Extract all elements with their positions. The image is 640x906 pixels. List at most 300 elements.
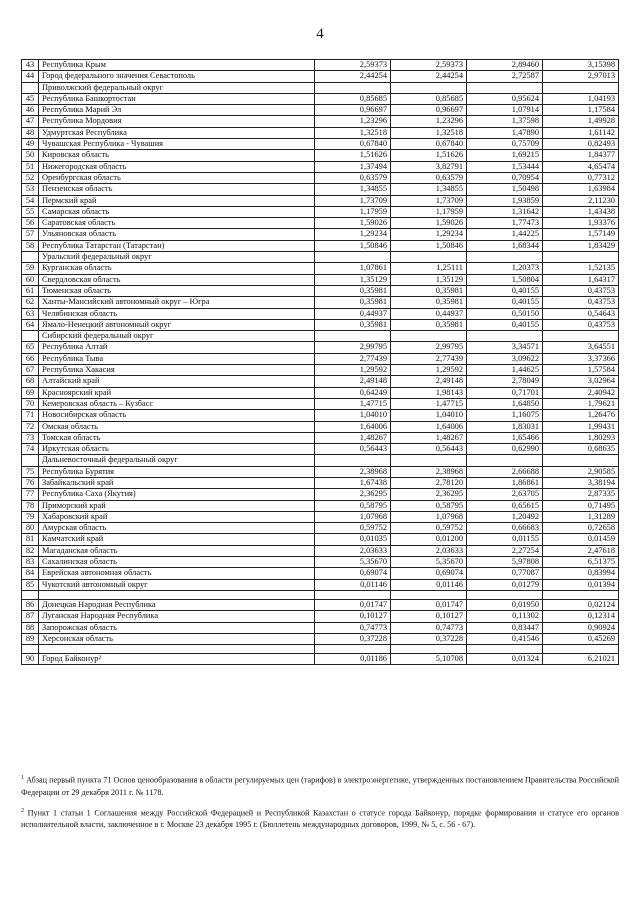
table-row xyxy=(22,195,619,206)
row-number: 44 xyxy=(22,71,39,82)
row-number: 56 xyxy=(22,218,39,229)
row-number: 64 xyxy=(22,319,39,330)
footnote-2-text: Пункт 1 статьи 1 Соглашения между Российской Федерацией и Республикой Казахстан о статусе города Байконур, порядке формирования и статусе его органов исполнительной власти, заключенное в г. Москве 23 декабря 1995 г. (Бюллетень международных договоров, 1999, № 5, с. 56 - 67). xyxy=(21,808,620,830)
table-row xyxy=(22,184,619,195)
row-number xyxy=(22,331,39,342)
section-title: Дальневосточный федеральный округ xyxy=(39,455,315,466)
region-name: Республика Тыва xyxy=(39,353,315,364)
region-name: Республика Алтай xyxy=(39,342,315,353)
row-number: 50 xyxy=(22,150,39,161)
region-name: Ульяновская область xyxy=(39,229,315,240)
region-name: Республика Саха (Якутия) xyxy=(39,489,315,500)
table-row xyxy=(22,599,619,610)
value-v3: 1,93859 xyxy=(467,195,543,206)
row-number: 86 xyxy=(22,599,39,610)
region-name: Республика Мордовия xyxy=(39,116,315,127)
row-number: 58 xyxy=(22,240,39,251)
value-v4: 2,40942 xyxy=(543,387,619,398)
row-number: 54 xyxy=(22,195,39,206)
value-v1: 0,64249 xyxy=(315,387,391,398)
table-row xyxy=(22,93,619,104)
table-row xyxy=(22,557,619,568)
region-name: Томская область xyxy=(39,432,315,443)
value-v1: 1,17959 xyxy=(315,206,391,217)
value-v4: 3,38194 xyxy=(543,477,619,488)
value-v1: 1,73709 xyxy=(315,195,391,206)
region-name: Свердловская область xyxy=(39,274,315,285)
region-name: Нижегородская область xyxy=(39,161,315,172)
value-v1: 1,67438 xyxy=(315,477,391,488)
value-v4: 1,43438 xyxy=(543,206,619,217)
value-v1: 1,51626 xyxy=(315,150,391,161)
row-number: 84 xyxy=(22,568,39,579)
table-row xyxy=(22,127,619,138)
table-row xyxy=(22,466,619,477)
table-row xyxy=(22,161,619,172)
section-row xyxy=(22,331,619,342)
value-v4: 1,80293 xyxy=(543,432,619,443)
value-v2: 2,38968 xyxy=(391,466,467,477)
value-v3: 2,78049 xyxy=(467,376,543,387)
value-v3: 0,40155 xyxy=(467,285,543,296)
value-v3: 1,69215 xyxy=(467,150,543,161)
value-v2: 1,73709 xyxy=(391,195,467,206)
value-v3: 0,41546 xyxy=(467,633,543,644)
section-row xyxy=(22,252,619,263)
value-cell xyxy=(391,331,467,342)
table-row xyxy=(22,285,619,296)
region-name: Чувашская Республика - Чувашия xyxy=(39,139,315,150)
region-name: Город федерального значения Севастополь xyxy=(39,71,315,82)
value-cell xyxy=(543,82,619,93)
value-v1: 1,04010 xyxy=(315,410,391,421)
spacer-row xyxy=(22,590,619,599)
footnote-1-mark: 1 xyxy=(21,775,24,781)
value-v2: 0,01200 xyxy=(391,534,467,545)
empty-cell xyxy=(391,645,467,654)
row-number: 57 xyxy=(22,229,39,240)
region-name: Амурская область xyxy=(39,523,315,534)
region-name: Красноярский край xyxy=(39,387,315,398)
value-v3: 0,11302 xyxy=(467,611,543,622)
value-v3: 0,71701 xyxy=(467,387,543,398)
value-v2: 1,34855 xyxy=(391,184,467,195)
row-number: 90 xyxy=(22,654,39,665)
value-v3: 0,50150 xyxy=(467,308,543,319)
value-v4: 2,97013 xyxy=(543,71,619,82)
value-v2: 0,35981 xyxy=(391,285,467,296)
table-row xyxy=(22,60,619,71)
row-number: 87 xyxy=(22,611,39,622)
value-v1: 0,44937 xyxy=(315,308,391,319)
table-row xyxy=(22,477,619,488)
value-v2: 2,78120 xyxy=(391,477,467,488)
table-row xyxy=(22,297,619,308)
value-v2: 1,25111 xyxy=(391,263,467,274)
value-v4: 1,61142 xyxy=(543,127,619,138)
region-name: Луганская Народная Республика xyxy=(39,611,315,622)
value-v3: 2,72587 xyxy=(467,71,543,82)
value-v4: 1,83429 xyxy=(543,240,619,251)
value-v2: 2,36295 xyxy=(391,489,467,500)
section-title: Сибирский федеральный округ xyxy=(39,331,315,342)
region-name: Чукотский автономный округ xyxy=(39,579,315,590)
region-name: Челябинская область xyxy=(39,308,315,319)
row-number: 66 xyxy=(22,353,39,364)
value-v1: 0,01186 xyxy=(315,654,391,665)
table-row xyxy=(22,523,619,534)
region-name: Еврейская автономная область xyxy=(39,568,315,579)
value-v2: 5,35670 xyxy=(391,557,467,568)
value-v1: 0,69074 xyxy=(315,568,391,579)
value-v2: 2,03633 xyxy=(391,545,467,556)
region-name: Магаданская область xyxy=(39,545,315,556)
value-v4: 3,02964 xyxy=(543,376,619,387)
value-v1: 0,35981 xyxy=(315,319,391,330)
value-v4: 0,02124 xyxy=(543,599,619,610)
row-number: 83 xyxy=(22,557,39,568)
value-v1: 0,01035 xyxy=(315,534,391,545)
row-number: 74 xyxy=(22,444,39,455)
value-v1: 1,29592 xyxy=(315,365,391,376)
value-v3: 0,01324 xyxy=(467,654,543,665)
value-v2: 1,29592 xyxy=(391,365,467,376)
value-v2: 0,37228 xyxy=(391,633,467,644)
region-name: Алтайский край xyxy=(39,376,315,387)
table-row xyxy=(22,387,619,398)
row-number: 71 xyxy=(22,410,39,421)
value-cell xyxy=(543,455,619,466)
row-number: 76 xyxy=(22,477,39,488)
value-v2: 1,07968 xyxy=(391,511,467,522)
value-cell xyxy=(543,331,619,342)
region-name: Сахалинская область xyxy=(39,557,315,568)
region-name: Республика Башкортостан xyxy=(39,93,315,104)
value-cell xyxy=(467,252,543,263)
value-v2: 0,35981 xyxy=(391,297,467,308)
row-number: 55 xyxy=(22,206,39,217)
value-v2: 0,67840 xyxy=(391,139,467,150)
value-v3: 1,83031 xyxy=(467,421,543,432)
row-number: 51 xyxy=(22,161,39,172)
value-v4: 1,63984 xyxy=(543,184,619,195)
row-number: 67 xyxy=(22,365,39,376)
value-v2: 1,04010 xyxy=(391,410,467,421)
row-number: 85 xyxy=(22,579,39,590)
value-v2: 1,17959 xyxy=(391,206,467,217)
value-v3: 0,95624 xyxy=(467,93,543,104)
value-cell xyxy=(315,455,391,466)
table-row xyxy=(22,398,619,409)
value-v2: 0,01747 xyxy=(391,599,467,610)
value-v3: 1,37598 xyxy=(467,116,543,127)
value-v4: 0,83994 xyxy=(543,568,619,579)
value-v1: 0,01747 xyxy=(315,599,391,610)
value-v4: 1,79621 xyxy=(543,398,619,409)
value-cell xyxy=(543,252,619,263)
value-cell xyxy=(467,82,543,93)
value-v2: 0,74773 xyxy=(391,622,467,633)
value-cell xyxy=(391,455,467,466)
empty-cell xyxy=(543,590,619,599)
row-number: 53 xyxy=(22,184,39,195)
row-number: 89 xyxy=(22,633,39,644)
value-v2: 2,99795 xyxy=(391,342,467,353)
region-name: Республика Татарстан (Татарстан) xyxy=(39,240,315,251)
value-v1: 1,07861 xyxy=(315,263,391,274)
table-row xyxy=(22,150,619,161)
value-v2: 2,49148 xyxy=(391,376,467,387)
value-v4: 0,01394 xyxy=(543,579,619,590)
value-v4: 0,68635 xyxy=(543,444,619,455)
table-row xyxy=(22,654,619,665)
table-row xyxy=(22,229,619,240)
table-row xyxy=(22,534,619,545)
table-row xyxy=(22,71,619,82)
value-v3: 0,77087 xyxy=(467,568,543,579)
value-v4: 0,43753 xyxy=(543,285,619,296)
region-name: Республика Хакасия xyxy=(39,365,315,376)
row-number: 69 xyxy=(22,387,39,398)
value-v2: 1,35129 xyxy=(391,274,467,285)
row-number: 62 xyxy=(22,297,39,308)
row-number: 79 xyxy=(22,511,39,522)
value-v3: 0,75709 xyxy=(467,139,543,150)
row-number: 63 xyxy=(22,308,39,319)
table-row xyxy=(22,622,619,633)
row-number: 43 xyxy=(22,60,39,71)
value-v4: 6,21021 xyxy=(543,654,619,665)
value-v3: 1,53444 xyxy=(467,161,543,172)
value-v4: 1,93376 xyxy=(543,218,619,229)
value-v2: 1,51626 xyxy=(391,150,467,161)
table-row xyxy=(22,511,619,522)
region-name: Новосибирская область xyxy=(39,410,315,421)
region-name: Республика Марий Эл xyxy=(39,105,315,116)
value-v3: 1,44625 xyxy=(467,365,543,376)
empty-cell xyxy=(22,645,39,654)
empty-cell xyxy=(315,645,391,654)
value-v3: 0,65615 xyxy=(467,500,543,511)
value-v2: 2,44254 xyxy=(391,71,467,82)
value-v2: 1,98143 xyxy=(391,387,467,398)
table-row xyxy=(22,308,619,319)
table-row xyxy=(22,342,619,353)
table-row xyxy=(22,579,619,590)
table-row xyxy=(22,365,619,376)
value-v4: 1,31289 xyxy=(543,511,619,522)
row-number: 82 xyxy=(22,545,39,556)
value-v1: 1,64006 xyxy=(315,421,391,432)
value-v1: 0,96697 xyxy=(315,105,391,116)
value-v2: 0,63579 xyxy=(391,172,467,183)
region-name: Республика Бурятия xyxy=(39,466,315,477)
value-cell xyxy=(315,252,391,263)
value-v4: 0,77312 xyxy=(543,172,619,183)
row-number: 48 xyxy=(22,127,39,138)
row-number: 60 xyxy=(22,274,39,285)
value-v3: 1,50498 xyxy=(467,184,543,195)
region-name: Пермский край xyxy=(39,195,315,206)
value-v4: 4,65474 xyxy=(543,161,619,172)
empty-cell xyxy=(467,590,543,599)
table-row xyxy=(22,116,619,127)
region-name: Кировская область xyxy=(39,150,315,161)
table-row xyxy=(22,172,619,183)
value-v4: 0,01459 xyxy=(543,534,619,545)
row-number: 59 xyxy=(22,263,39,274)
row-number: 73 xyxy=(22,432,39,443)
value-v3: 1,64850 xyxy=(467,398,543,409)
value-v3: 2,63705 xyxy=(467,489,543,500)
value-v3: 3,34571 xyxy=(467,342,543,353)
footnote-2-mark: 2 xyxy=(21,807,24,814)
row-number: 72 xyxy=(22,421,39,432)
value-v2: 0,35981 xyxy=(391,319,467,330)
table-row xyxy=(22,218,619,229)
table-row xyxy=(22,489,619,500)
value-v3: 1,16075 xyxy=(467,410,543,421)
value-v2: 0,59752 xyxy=(391,523,467,534)
empty-cell xyxy=(315,590,391,599)
region-name: Республика Крым xyxy=(39,60,315,71)
value-v4: 1,57584 xyxy=(543,365,619,376)
table-row xyxy=(22,319,619,330)
table-row xyxy=(22,105,619,116)
value-v2: 1,64006 xyxy=(391,421,467,432)
region-name: Приморский край xyxy=(39,500,315,511)
value-v2: 1,59026 xyxy=(391,218,467,229)
value-v1: 2,44254 xyxy=(315,71,391,82)
row-number: 77 xyxy=(22,489,39,500)
row-number: 61 xyxy=(22,285,39,296)
value-v3: 0,83447 xyxy=(467,622,543,633)
row-number: 68 xyxy=(22,376,39,387)
row-number: 46 xyxy=(22,105,39,116)
value-v2: 1,29234 xyxy=(391,229,467,240)
value-v1: 0,63579 xyxy=(315,172,391,183)
value-v1: 0,58795 xyxy=(315,500,391,511)
value-v1: 0,74773 xyxy=(315,622,391,633)
value-v2: 1,47715 xyxy=(391,398,467,409)
table-row xyxy=(22,353,619,364)
value-v4: 0,54643 xyxy=(543,308,619,319)
value-v1: 1,47715 xyxy=(315,398,391,409)
value-cell xyxy=(467,331,543,342)
value-v1: 5,35670 xyxy=(315,557,391,568)
value-v3: 1,20492 xyxy=(467,511,543,522)
value-v1: 0,37228 xyxy=(315,633,391,644)
value-v4: 0,90924 xyxy=(543,622,619,633)
value-cell xyxy=(391,252,467,263)
value-v3: 1,77473 xyxy=(467,218,543,229)
value-v3: 3,09622 xyxy=(467,353,543,364)
value-v4: 0,12314 xyxy=(543,611,619,622)
section-row xyxy=(22,455,619,466)
value-cell xyxy=(391,82,467,93)
value-v1: 2,03633 xyxy=(315,545,391,556)
spacer-row xyxy=(22,645,619,654)
value-v3: 1,65466 xyxy=(467,432,543,443)
value-v2: 0,85685 xyxy=(391,93,467,104)
value-v4: 0,71495 xyxy=(543,500,619,511)
value-v4: 2,47618 xyxy=(543,545,619,556)
section-title: Уральский федеральный округ xyxy=(39,252,315,263)
value-v1: 0,56443 xyxy=(315,444,391,455)
empty-cell xyxy=(39,645,315,654)
value-v1: 0,67840 xyxy=(315,139,391,150)
row-number: 88 xyxy=(22,622,39,633)
row-number xyxy=(22,455,39,466)
region-name: Курганская область xyxy=(39,263,315,274)
table-row xyxy=(22,545,619,556)
value-v1: 1,37494 xyxy=(315,161,391,172)
region-name: Город Байконур² xyxy=(39,654,315,665)
value-v1: 1,23296 xyxy=(315,116,391,127)
empty-cell xyxy=(543,645,619,654)
value-v3: 1,20373 xyxy=(467,263,543,274)
table-row xyxy=(22,139,619,150)
value-v1: 1,34855 xyxy=(315,184,391,195)
row-number: 47 xyxy=(22,116,39,127)
row-number xyxy=(22,82,39,93)
section-title: Приволжский федеральный округ xyxy=(39,82,315,93)
value-v1: 2,77439 xyxy=(315,353,391,364)
value-v2: 0,44937 xyxy=(391,308,467,319)
value-v1: 2,99795 xyxy=(315,342,391,353)
table-row xyxy=(22,611,619,622)
value-v2: 0,96697 xyxy=(391,105,467,116)
region-name: Камчатский край xyxy=(39,534,315,545)
region-name: Тюменская область xyxy=(39,285,315,296)
value-v1: 2,59373 xyxy=(315,60,391,71)
value-v4: 3,37366 xyxy=(543,353,619,364)
value-cell xyxy=(315,82,391,93)
value-v3: 5,97808 xyxy=(467,557,543,568)
table-row xyxy=(22,206,619,217)
empty-cell xyxy=(391,590,467,599)
value-v4: 1,52135 xyxy=(543,263,619,274)
value-v2: 0,10127 xyxy=(391,611,467,622)
region-name: Пензенская область xyxy=(39,184,315,195)
value-v4: 3,64551 xyxy=(543,342,619,353)
table-row xyxy=(22,376,619,387)
value-v1: 1,29234 xyxy=(315,229,391,240)
table-row xyxy=(22,444,619,455)
value-v3: 2,89460 xyxy=(467,60,543,71)
value-v3: 0,01279 xyxy=(467,579,543,590)
region-name: Саратовская область xyxy=(39,218,315,229)
row-number: 65 xyxy=(22,342,39,353)
value-v1: 1,59026 xyxy=(315,218,391,229)
value-v4: 0,43753 xyxy=(543,297,619,308)
row-number: 78 xyxy=(22,500,39,511)
value-v1: 0,01146 xyxy=(315,579,391,590)
table-row xyxy=(22,410,619,421)
empty-cell xyxy=(22,590,39,599)
region-name: Запорожская область xyxy=(39,622,315,633)
region-name: Самарская область xyxy=(39,206,315,217)
value-v2: 0,58795 xyxy=(391,500,467,511)
row-number: 70 xyxy=(22,398,39,409)
footnote-1 xyxy=(21,772,619,799)
value-v4: 0,43753 xyxy=(543,319,619,330)
value-v3: 1,44225 xyxy=(467,229,543,240)
value-v4: 2,87335 xyxy=(543,489,619,500)
table-row xyxy=(22,500,619,511)
value-v2: 1,48267 xyxy=(391,432,467,443)
region-name: Забайкальский край xyxy=(39,477,315,488)
